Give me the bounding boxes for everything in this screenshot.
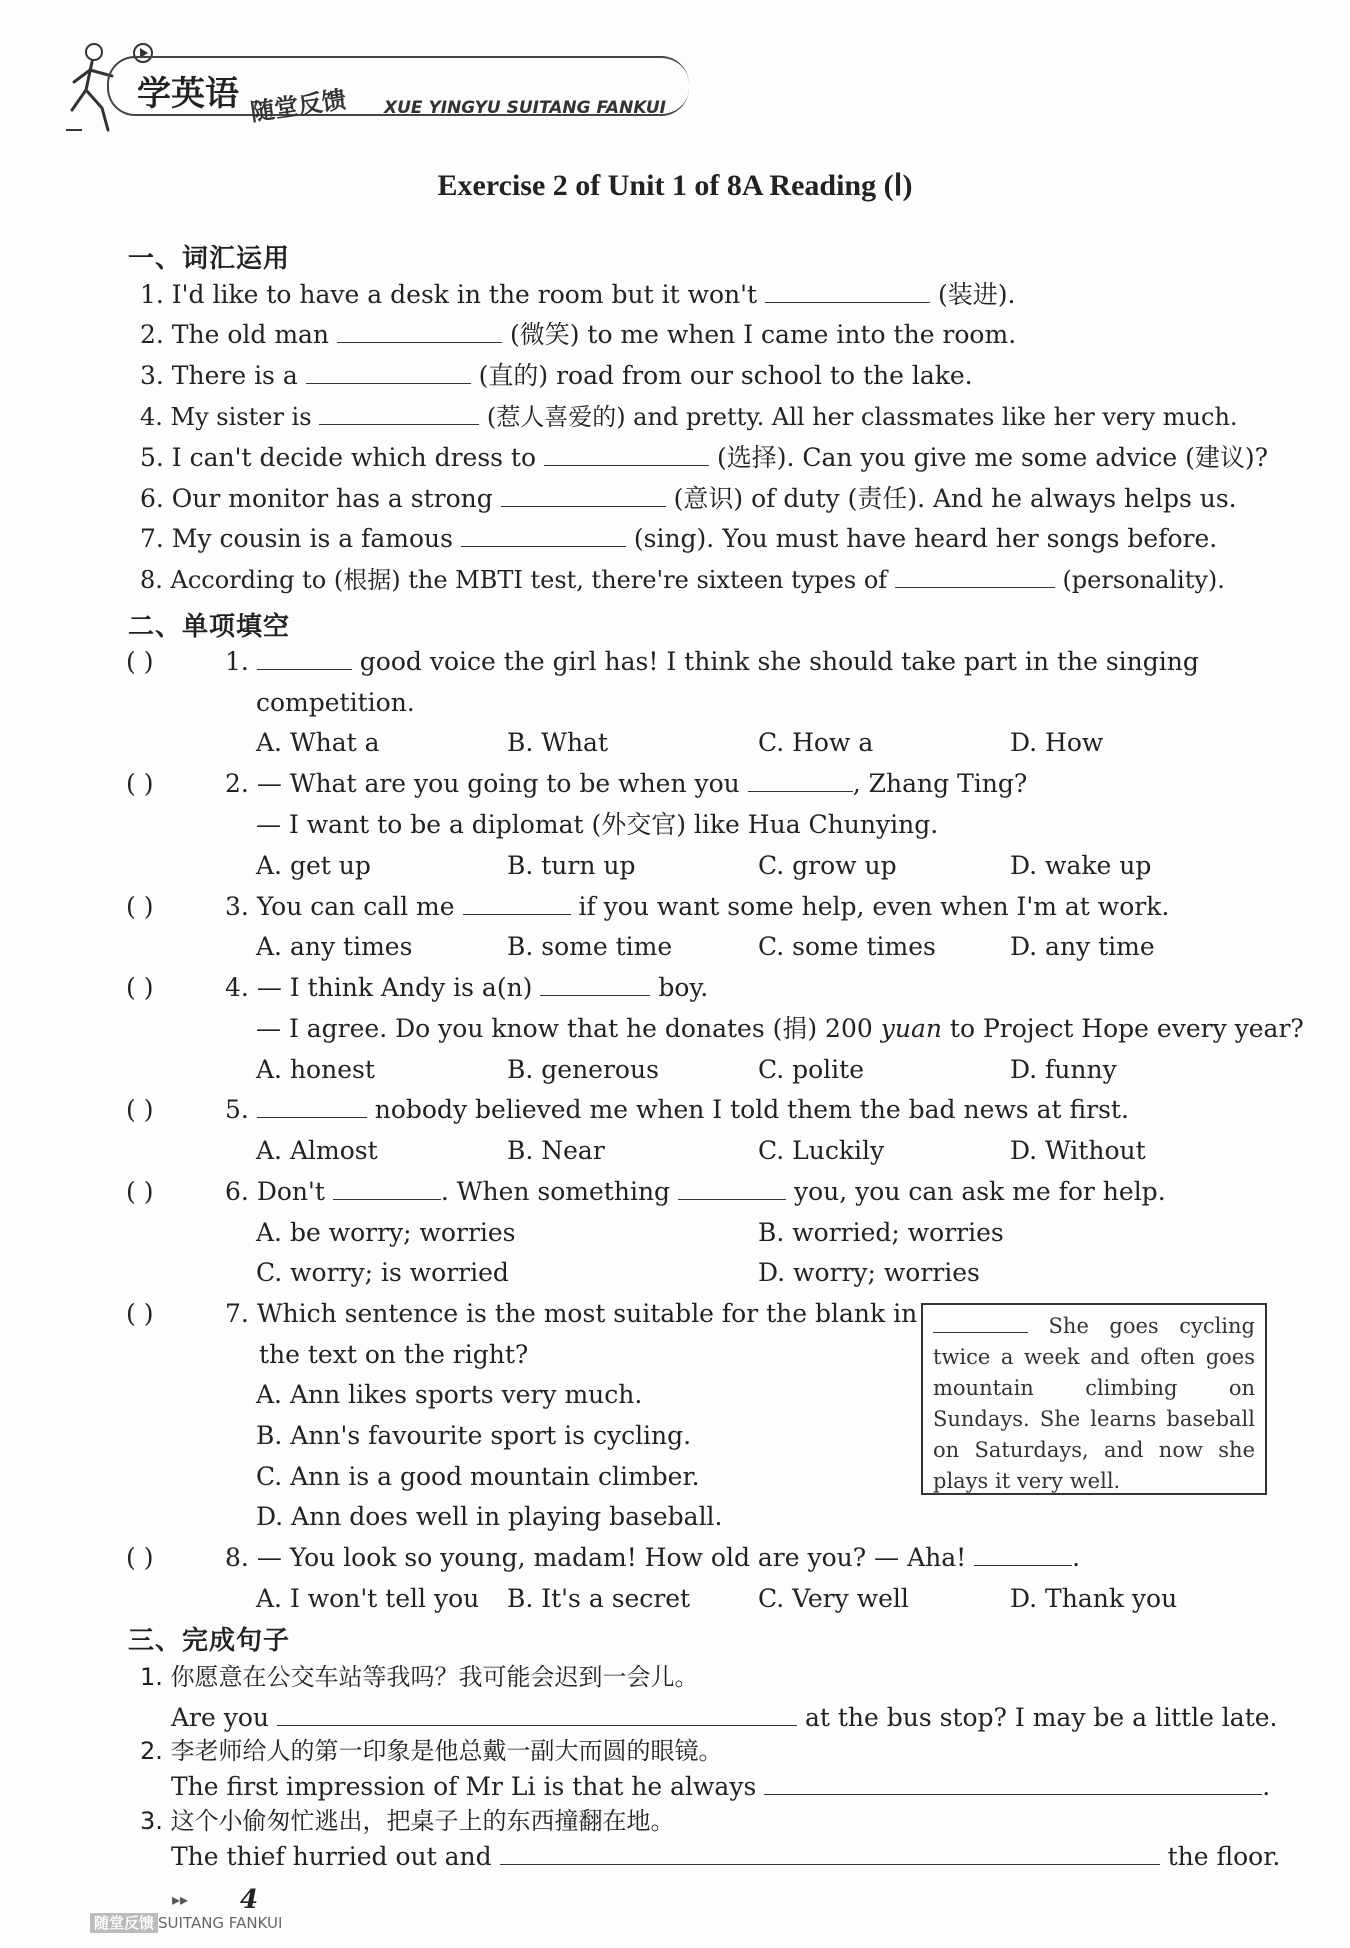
- q7-option-b[interactable]: B. Ann's favourite sport is cycling.: [256, 1421, 692, 1450]
- q7-text-line2: the text on the right?: [259, 1340, 529, 1369]
- q6-text-end: you, you can ask me for help.: [793, 1177, 1166, 1206]
- q5-blank[interactable]: [257, 1095, 367, 1118]
- q4-text: — I think Andy is a(n): [256, 973, 533, 1002]
- q3-text: You can call me: [256, 892, 455, 921]
- q6-option-c[interactable]: C. worry; is worried: [256, 1258, 509, 1287]
- q5-num: 5.: [225, 1095, 249, 1124]
- brand-cn-sub: 随堂反馈: [248, 85, 348, 127]
- q1-option-b[interactable]: B. What: [507, 728, 609, 757]
- vocab-5-hint: (选择). Can you give me some advice (建议)?: [716, 443, 1268, 472]
- q8-option-a[interactable]: A. I won't tell you: [256, 1584, 480, 1613]
- vocab-4-text: 4. My sister is: [140, 403, 312, 431]
- page-number: 4: [240, 1885, 259, 1915]
- q2-num: 2.: [225, 769, 249, 798]
- q3-option-a[interactable]: A. any times: [256, 932, 413, 961]
- brand-pinyin: XUE YINGYU SUITANG FANKUI: [384, 98, 667, 118]
- section3-heading: 三、完成句子: [128, 1626, 291, 1656]
- header-logo: [62, 38, 682, 138]
- q3-option-c[interactable]: C. some times: [758, 932, 936, 961]
- q7-option-c[interactable]: C. Ann is a good mountain climber.: [256, 1462, 700, 1491]
- vocab-7-text: 7. My cousin is a famous: [140, 524, 453, 553]
- q2-reply: — I want to be a diplomat (外交官) like Hua Chunying.: [256, 810, 939, 839]
- q7-option-a[interactable]: A. Ann likes sports very much.: [256, 1380, 643, 1409]
- q3-num: 3.: [225, 892, 249, 921]
- q6-text-mid: . When something: [440, 1177, 671, 1206]
- q2-option-d[interactable]: D. wake up: [1010, 851, 1152, 880]
- q6-option-b[interactable]: B. worried; worries: [758, 1218, 1004, 1247]
- q5-text: nobody believed me when I told them the bad news at first.: [374, 1095, 1129, 1124]
- vocab-5-text: 5. I can't decide which dress to: [140, 443, 537, 472]
- vocab-1-text: 1. I'd like to have a desk in the room but it won't: [140, 280, 758, 309]
- vocab-item-4: [140, 402, 1238, 432]
- translate-3-pre: The thief hurried out and: [171, 1842, 492, 1871]
- answer-paren-5[interactable]: ( ): [126, 1095, 154, 1124]
- translate-item-1: [171, 1703, 1278, 1733]
- q3-option-b[interactable]: B. some time: [507, 932, 673, 961]
- q5-option-d[interactable]: D. Without: [1010, 1136, 1146, 1165]
- q8-text: — You look so young, madam! How old are you? — Aha!: [256, 1543, 967, 1572]
- answer-paren-6[interactable]: ( ): [126, 1177, 154, 1206]
- q4-option-c[interactable]: C. polite: [758, 1055, 865, 1084]
- mc-question-6: [225, 1177, 1166, 1207]
- q8-option-d[interactable]: D. Thank you: [1010, 1584, 1178, 1613]
- reading-text-box: [921, 1303, 1267, 1495]
- translate-1-post: at the bus stop? I may be a little late.: [804, 1703, 1278, 1732]
- mc-question-5: [225, 1095, 1129, 1125]
- translate-3-blank[interactable]: [500, 1842, 1160, 1865]
- vocab-2-hint: (微笑) to me when I came into the room.: [509, 320, 1017, 349]
- q4-reply-start: — I agree. Do you know that he donates (捐) 200: [256, 1014, 881, 1043]
- vocab-item-3: [140, 361, 973, 391]
- vocab-item-5: [140, 443, 1268, 473]
- q2-option-b[interactable]: B. turn up: [507, 851, 636, 880]
- q6-text: Don't: [256, 1177, 325, 1206]
- translate-1-cn: 1. 你愿意在公交车站等我吗？我可能会迟到一会儿。: [140, 1663, 699, 1691]
- q7-option-d[interactable]: D. Ann does well in playing baseball.: [256, 1502, 723, 1531]
- vocab-item-2: [140, 320, 1016, 350]
- translate-3-post: the floor.: [1167, 1842, 1281, 1871]
- mc-question-7: [225, 1299, 917, 1329]
- box-text: She goes cycling twice a week and often goes mountain climbing on Sundays. She learns baseball on Saturdays, and now she plays it very well.: [933, 1314, 1255, 1493]
- mc-question-1: [225, 647, 1199, 677]
- vocab-item-6: [140, 484, 1237, 514]
- translate-1-pre: Are you: [171, 1703, 270, 1732]
- translate-3-cn: 3. 这个小偷匆忙逃出，把桌子上的东西撞翻在地。: [140, 1807, 675, 1835]
- vocab-6-hint: (意识) of duty (责任). And he always helps us.: [673, 484, 1237, 513]
- q6-num: 6.: [225, 1177, 249, 1206]
- q1-num: 1.: [225, 647, 249, 676]
- vocab-8-hint: (personality).: [1062, 566, 1225, 594]
- q3-text-end: if you want some help, even when I'm at work.: [578, 892, 1170, 921]
- q5-option-b[interactable]: B. Near: [507, 1136, 605, 1165]
- q7-text: Which sentence is the most suitable for the blank in: [256, 1299, 918, 1328]
- q4-reply-end: to Project Hope every year?: [941, 1014, 1304, 1043]
- answer-paren-4[interactable]: ( ): [126, 973, 154, 1002]
- q8-option-c[interactable]: C. Very well: [758, 1584, 909, 1613]
- translate-item-3: [171, 1842, 1280, 1872]
- translate-2-pre: The first impression of Mr Li is that he always: [171, 1772, 757, 1801]
- mc-question-8: [225, 1543, 1080, 1573]
- section1-heading: 一、词汇运用: [128, 244, 291, 274]
- q2-blank[interactable]: [748, 769, 853, 792]
- q4-reply-emphasis: yuan: [880, 1014, 942, 1043]
- translate-2-post: .: [1262, 1772, 1271, 1801]
- vocab-3-hint: (直的) road from our school to the lake.: [478, 361, 973, 390]
- q3-option-d[interactable]: D. any time: [1010, 932, 1155, 961]
- q2-option-c[interactable]: C. grow up: [758, 851, 897, 880]
- vocab-8-blank[interactable]: [895, 565, 1055, 588]
- q4-option-d[interactable]: D. funny: [1010, 1055, 1117, 1084]
- vocab-3-text: 3. There is a: [140, 361, 298, 390]
- vocab-item-7: [140, 524, 1217, 554]
- q4-num: 4.: [225, 973, 249, 1002]
- q1-text: good voice the girl has! I think she should take part in the singing: [359, 647, 1199, 676]
- answer-paren-7[interactable]: ( ): [126, 1299, 154, 1328]
- translate-1-blank[interactable]: [277, 1703, 797, 1726]
- answer-paren-8[interactable]: ( ): [126, 1543, 154, 1572]
- q8-blank[interactable]: [974, 1543, 1072, 1566]
- brand-cn: 学英语: [137, 74, 239, 114]
- footer-tag-en: SUITANG FANKUI: [158, 1914, 283, 1932]
- q4-option-a[interactable]: A. honest: [256, 1055, 375, 1084]
- box-blank[interactable]: [933, 1314, 1028, 1333]
- answer-paren-2[interactable]: ( ): [126, 769, 154, 798]
- q4-text-end: boy.: [658, 973, 709, 1002]
- q7-num: 7.: [225, 1299, 249, 1328]
- vocab-6-blank[interactable]: [501, 484, 666, 507]
- q1-option-d[interactable]: D. How: [1010, 728, 1104, 757]
- vocab-2-blank[interactable]: [337, 320, 502, 343]
- mc-question-4: [225, 973, 708, 1003]
- section2-heading: 二、单项填空: [128, 612, 291, 642]
- q2-option-a[interactable]: A. get up: [256, 851, 371, 880]
- q5-option-c[interactable]: C. Luckily: [758, 1136, 885, 1165]
- vocab-item-1: [140, 280, 1015, 310]
- page-arrow-icon: ▸▸: [172, 1890, 189, 1909]
- translate-item-2: [171, 1772, 1270, 1802]
- q3-blank[interactable]: [463, 892, 571, 915]
- vocab-7-blank[interactable]: [461, 524, 626, 547]
- q1-option-a[interactable]: A. What a: [256, 728, 380, 757]
- q1-blank[interactable]: [257, 647, 352, 670]
- footer-tag: [90, 1912, 282, 1933]
- vocab-item-8: [140, 565, 1225, 595]
- answer-paren-3[interactable]: ( ): [126, 892, 154, 921]
- q4-option-b[interactable]: B. generous: [507, 1055, 659, 1084]
- vocab-6-text: 6. Our monitor has a strong: [140, 484, 493, 513]
- q4-blank[interactable]: [540, 973, 650, 996]
- vocab-5-blank[interactable]: [544, 443, 709, 466]
- vocab-1-hint: (装进).: [937, 280, 1016, 309]
- q8-num: 8.: [225, 1543, 249, 1572]
- mc-question-2: [225, 769, 1027, 799]
- vocab-4-blank[interactable]: [319, 402, 479, 425]
- vocab-4-hint: (惹人喜爱的) and pretty. All her classmates like her very much.: [486, 403, 1238, 431]
- q8-text-end: .: [1072, 1543, 1081, 1572]
- mc-question-3: [225, 892, 1169, 922]
- q1-continuation: competition.: [256, 688, 415, 717]
- vocab-2-text: 2. The old man: [140, 320, 330, 349]
- translate-2-blank[interactable]: [764, 1772, 1262, 1795]
- q5-option-a[interactable]: A. Almost: [256, 1136, 378, 1165]
- q2-text: — What are you going to be when you: [256, 769, 740, 798]
- q8-option-b[interactable]: B. It's a secret: [507, 1584, 691, 1613]
- q2-text-end: , Zhang Ting?: [852, 769, 1028, 798]
- vocab-1-blank[interactable]: [765, 280, 930, 303]
- footer-tag-cn: 随堂反馈: [90, 1913, 158, 1933]
- q1-option-c[interactable]: C. How a: [758, 728, 874, 757]
- vocab-7-hint: (sing). You must have heard her songs before.: [633, 524, 1218, 553]
- q6-blank-2[interactable]: [678, 1177, 786, 1200]
- q6-option-d[interactable]: D. worry; worries: [758, 1258, 980, 1287]
- page-title: Exercise 2 of Unit 1 of 8A Reading (Ⅰ): [437, 169, 913, 202]
- q4-reply: [256, 1014, 1304, 1044]
- translate-2-cn: 2. 李老师给人的第一印象是他总戴一副大而圆的眼镜。: [140, 1737, 723, 1765]
- vocab-3-blank[interactable]: [306, 361, 471, 384]
- answer-paren-1[interactable]: ( ): [126, 647, 154, 676]
- q6-blank-1[interactable]: [333, 1177, 441, 1200]
- vocab-8-text: 8. According to (根据) the MBTI test, there're sixteen types of: [140, 566, 888, 594]
- q6-option-a[interactable]: A. be worry; worries: [256, 1218, 516, 1247]
